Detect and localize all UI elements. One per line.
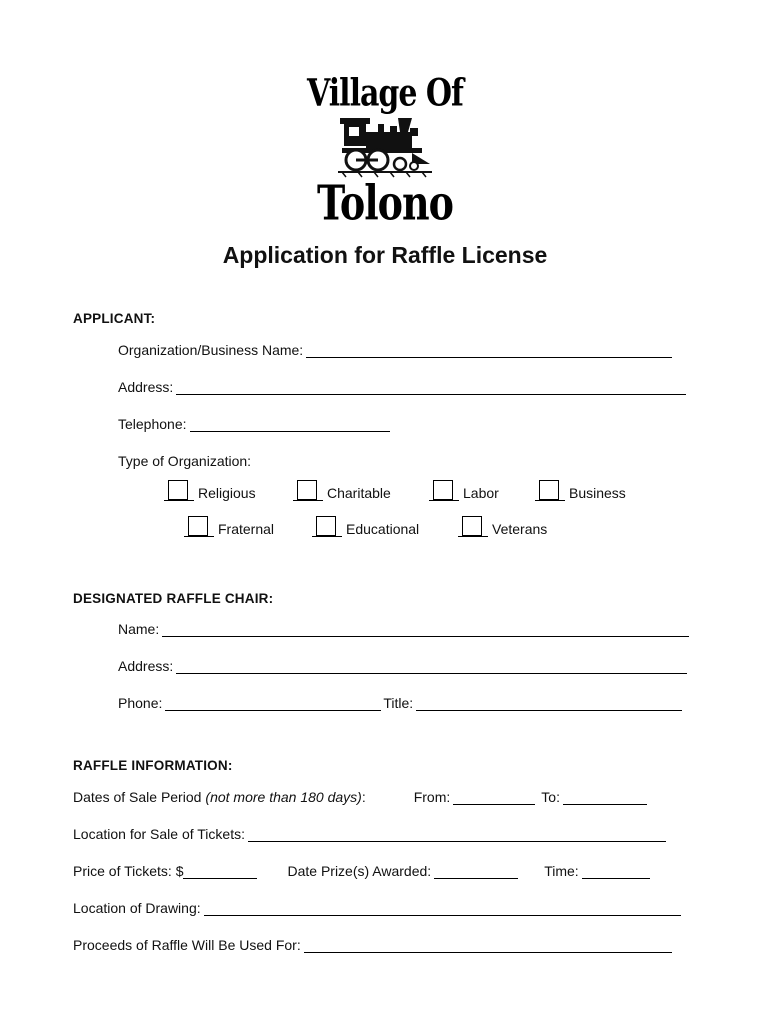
telephone-label: Telephone: bbox=[118, 416, 187, 432]
location-drawing-row bbox=[73, 896, 681, 916]
chair-heading: DESIGNATED RAFFLE CHAIR: bbox=[73, 591, 274, 606]
chair-phone-title-row bbox=[118, 691, 682, 711]
time-label: Time: bbox=[544, 863, 579, 879]
checkbox-box[interactable] bbox=[539, 480, 559, 500]
org-type-row bbox=[118, 449, 251, 469]
to-label: To: bbox=[541, 789, 560, 805]
checkbox-box[interactable] bbox=[462, 516, 482, 536]
checkbox-veterans[interactable] bbox=[458, 516, 547, 537]
checkbox-box[interactable] bbox=[297, 480, 317, 500]
applicant-heading: APPLICANT: bbox=[73, 311, 156, 326]
dates-label: Dates of Sale Period bbox=[73, 789, 202, 805]
checkbox-religious[interactable] bbox=[164, 480, 256, 501]
raffle-heading: RAFFLE INFORMATION: bbox=[73, 758, 233, 773]
checkbox-box[interactable] bbox=[316, 516, 336, 536]
date-awarded-field[interactable] bbox=[434, 864, 518, 879]
chair-address-row bbox=[118, 654, 687, 674]
location-sale-row bbox=[73, 822, 666, 842]
locomotive-icon bbox=[338, 114, 432, 178]
checkbox-charitable[interactable] bbox=[293, 480, 391, 501]
chair-address-field[interactable] bbox=[176, 659, 687, 674]
time-field[interactable] bbox=[582, 864, 650, 879]
checkbox-label: Educational bbox=[346, 521, 420, 537]
chair-phone-label: Phone: bbox=[118, 695, 163, 711]
checkbox-labor[interactable] bbox=[429, 480, 499, 501]
checkbox-business[interactable] bbox=[535, 480, 626, 501]
location-drawing-field[interactable] bbox=[204, 901, 681, 916]
chair-title-field[interactable] bbox=[416, 696, 682, 711]
chair-name-row bbox=[118, 617, 689, 637]
applicant-address-row bbox=[118, 375, 686, 395]
location-sale-label: Location for Sale of Tickets: bbox=[73, 826, 245, 842]
applicant-address-field[interactable] bbox=[176, 380, 686, 395]
location-drawing-label: Location of Drawing: bbox=[73, 900, 201, 916]
checkbox-educational[interactable] bbox=[312, 516, 419, 537]
chair-title-label: Title: bbox=[383, 695, 414, 711]
date-awarded-label: Date Prize(s) Awarded: bbox=[287, 863, 432, 879]
checkbox-box[interactable] bbox=[168, 480, 188, 500]
dates-colon: : bbox=[361, 789, 366, 805]
org-type-label: Type of Organization: bbox=[118, 453, 252, 469]
village-logo bbox=[300, 68, 470, 231]
checkbox-fraternal[interactable] bbox=[184, 516, 274, 537]
price-label: Price of Tickets: $ bbox=[73, 863, 184, 879]
chair-phone-field[interactable] bbox=[165, 696, 381, 711]
proceeds-field[interactable] bbox=[304, 938, 672, 953]
checkbox-label: Fraternal bbox=[218, 521, 275, 537]
dates-note: (not more than 180 days) bbox=[205, 789, 362, 805]
org-name-label: Organization/Business Name: bbox=[118, 342, 304, 358]
org-name-row bbox=[118, 338, 672, 358]
checkbox-label: Labor bbox=[463, 485, 499, 501]
checkbox-box[interactable] bbox=[188, 516, 208, 536]
chair-address-label: Address: bbox=[118, 658, 174, 674]
dates-row bbox=[73, 785, 647, 805]
proceeds-label: Proceeds of Raffle Will Be Used For: bbox=[73, 937, 301, 953]
checkbox-box[interactable] bbox=[433, 480, 453, 500]
price-row bbox=[73, 859, 650, 879]
logo-text-top: Village Of bbox=[307, 71, 463, 116]
checkbox-label: Business bbox=[569, 485, 626, 501]
telephone-field[interactable] bbox=[190, 417, 390, 432]
checkbox-label: Religious bbox=[198, 485, 256, 501]
logo-text-bottom: Tolono bbox=[316, 174, 454, 231]
location-sale-field[interactable] bbox=[248, 827, 666, 842]
checkbox-label: Veterans bbox=[492, 521, 548, 537]
chair-name-field[interactable] bbox=[162, 622, 689, 637]
to-date-field[interactable] bbox=[563, 790, 647, 805]
from-date-field[interactable] bbox=[453, 790, 535, 805]
chair-name-label: Name: bbox=[118, 621, 160, 637]
org-name-field[interactable] bbox=[306, 343, 672, 358]
applicant-address-label: Address: bbox=[118, 379, 174, 395]
checkbox-label: Charitable bbox=[327, 485, 391, 501]
page-title: Application for Raffle License bbox=[222, 242, 548, 268]
telephone-row bbox=[118, 412, 390, 432]
price-field[interactable] bbox=[183, 864, 257, 879]
from-label: From: bbox=[413, 789, 451, 805]
proceeds-row bbox=[73, 933, 672, 953]
